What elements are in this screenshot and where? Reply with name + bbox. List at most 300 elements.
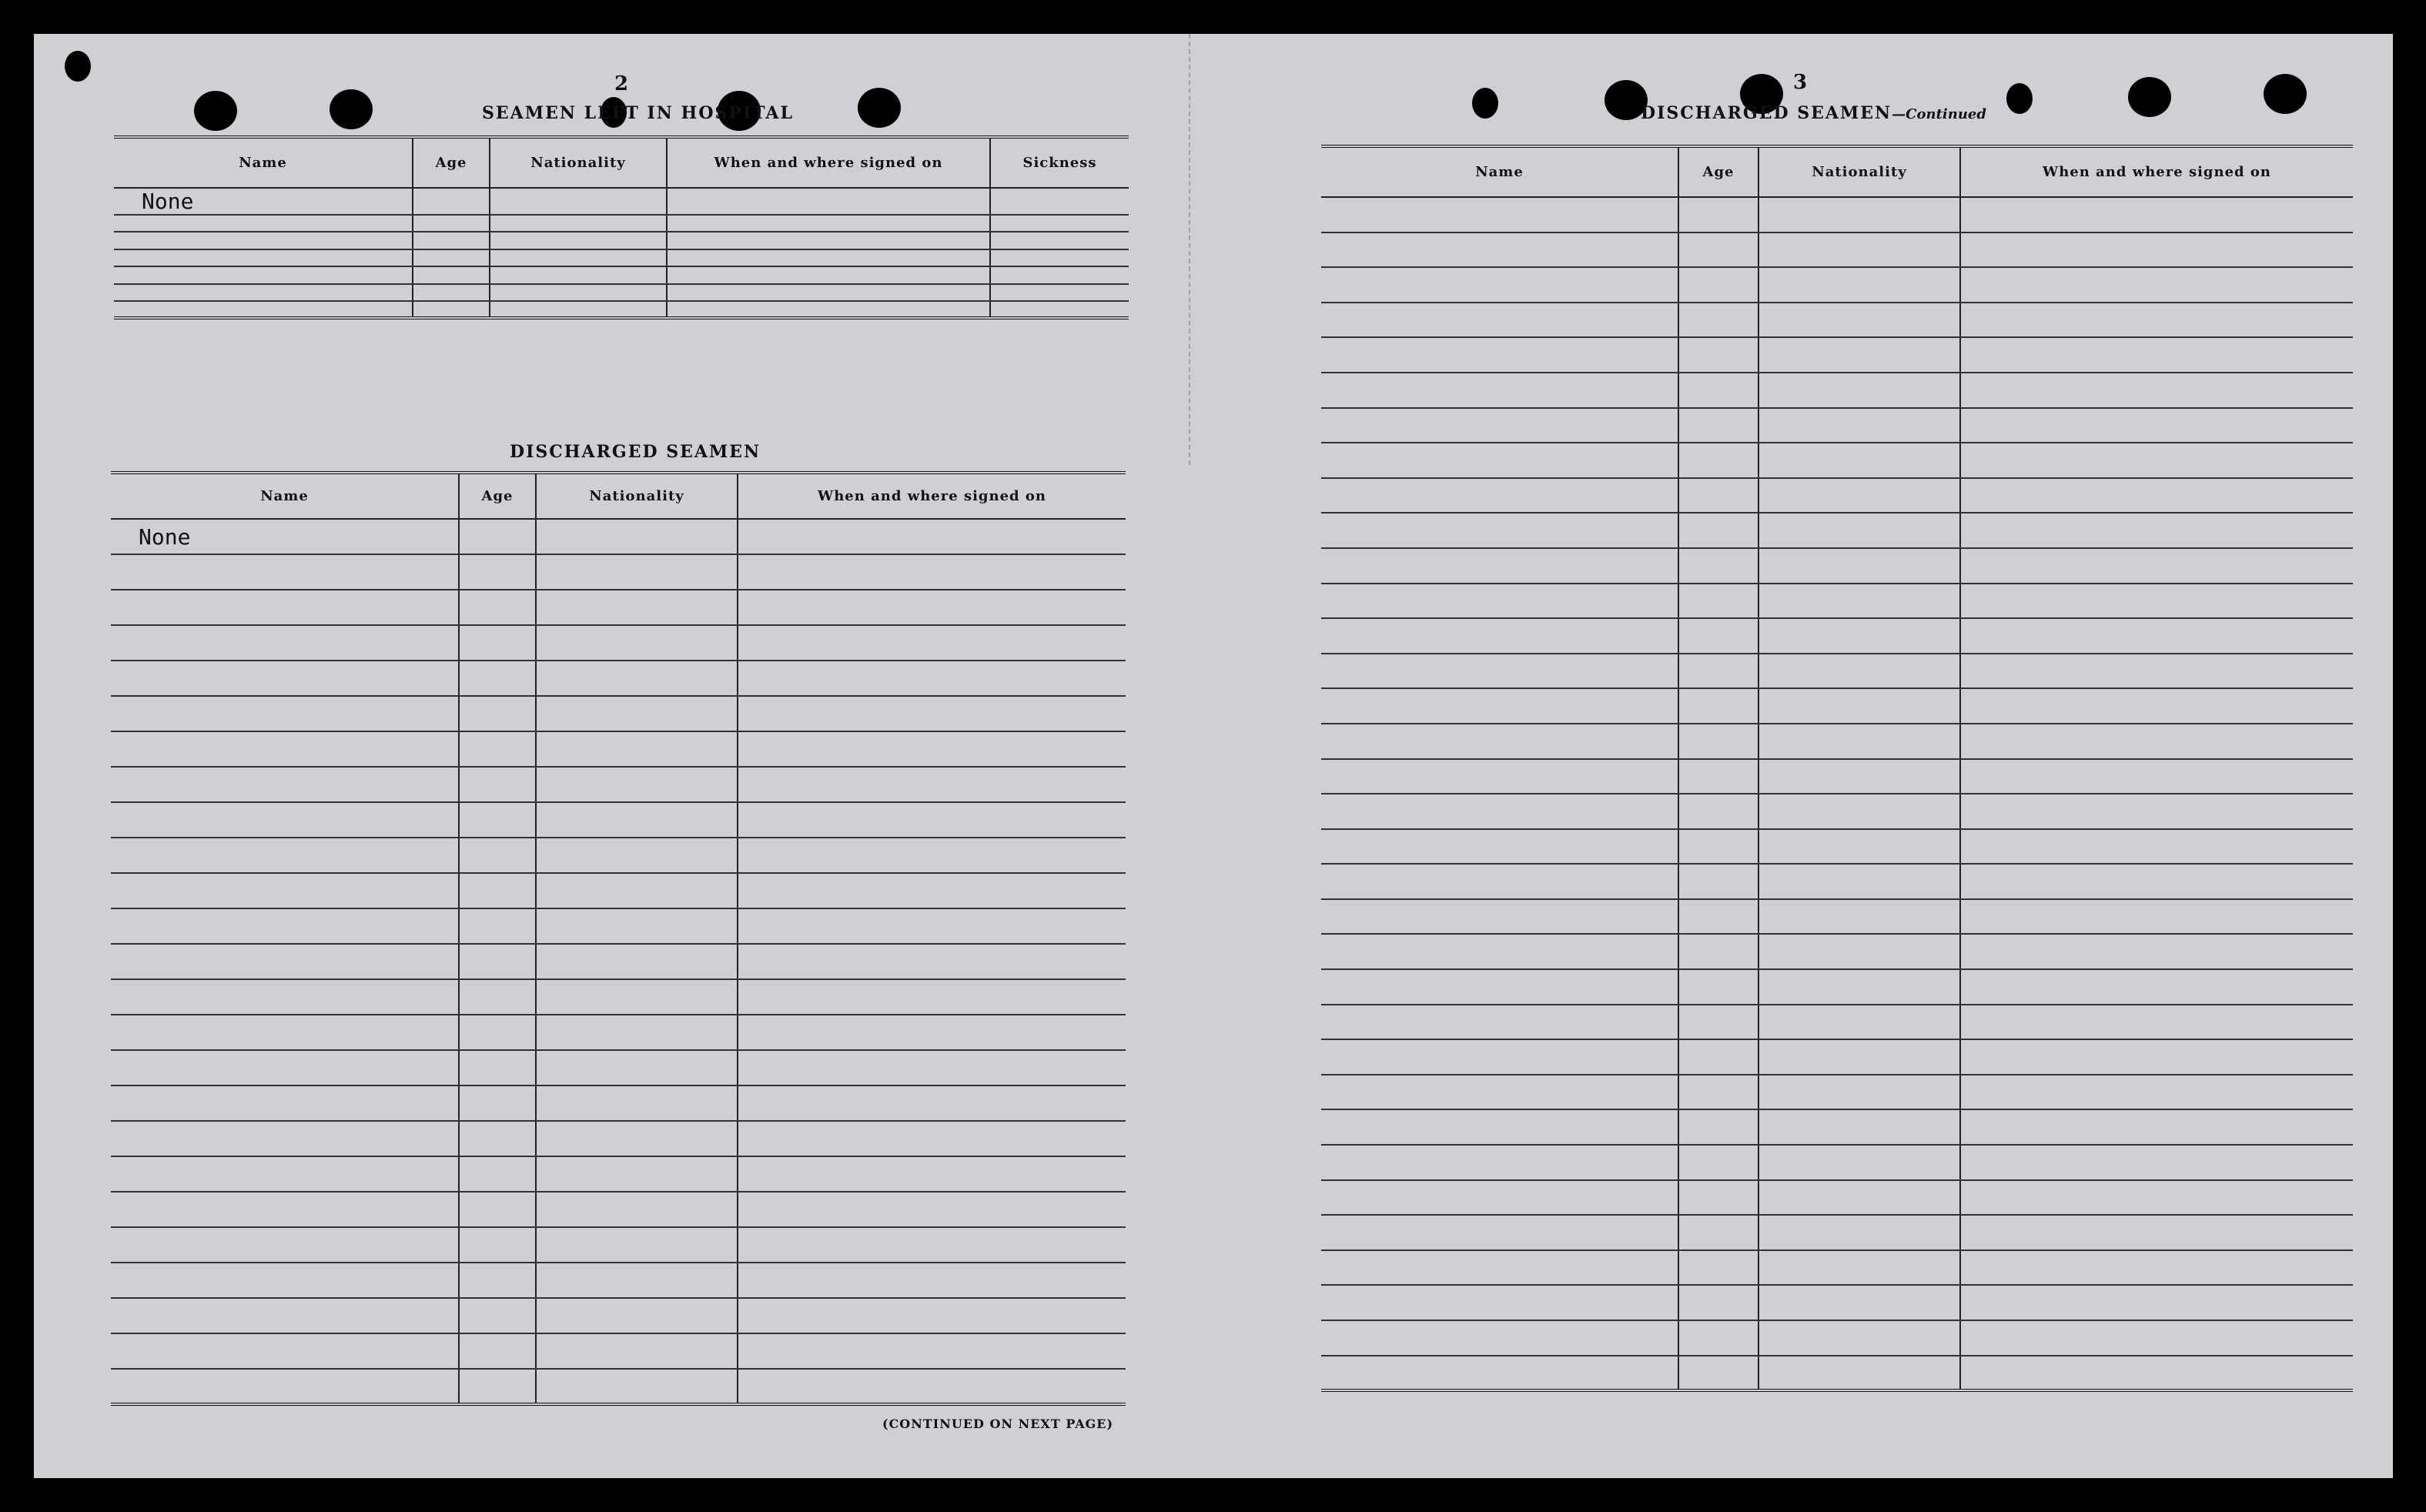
table-row (114, 266, 1129, 283)
table-cell (536, 1298, 738, 1333)
table-cell (1758, 969, 1960, 1005)
table-row (1321, 1145, 2353, 1180)
table-cell (1758, 197, 1960, 232)
table-cell (1321, 1250, 1678, 1286)
table-cell (1758, 1356, 1960, 1391)
table-row (1321, 232, 2353, 268)
table-cell (1678, 1320, 1758, 1356)
table-cell (536, 696, 738, 731)
table-cell (1758, 654, 1960, 689)
column-header-signed-on: When and where signed on (1960, 146, 2353, 197)
table-cell (111, 1263, 459, 1298)
table-cell (459, 838, 536, 873)
table-cell (990, 301, 1129, 318)
table-cell (1678, 1005, 1758, 1040)
table-cell (536, 554, 738, 590)
table-row (1321, 1005, 2353, 1040)
table-cell (111, 802, 459, 838)
table-cell (1678, 1109, 1758, 1145)
table-cell (1960, 794, 2353, 829)
table-row (111, 944, 1126, 979)
table-cell (1678, 829, 1758, 865)
table-row (1321, 759, 2353, 794)
table-cell (1321, 1285, 1678, 1320)
table-cell (111, 873, 459, 908)
table-cell (1960, 197, 2353, 232)
table-cell (1960, 548, 2353, 584)
table-row (1321, 584, 2353, 619)
table-row (114, 188, 1129, 215)
table-cell (536, 1263, 738, 1298)
table-cell (1960, 1285, 2353, 1320)
table-cell (459, 767, 536, 802)
table-cell (413, 284, 490, 301)
table-cell (490, 249, 667, 266)
table-cell (1960, 934, 2353, 969)
table-cell (1678, 584, 1758, 619)
table-cell (1758, 478, 1960, 513)
table-cell (1960, 864, 2353, 899)
table-cell (1758, 267, 1960, 303)
table-cell (1960, 303, 2353, 338)
table-row (111, 1298, 1126, 1333)
table-cell (536, 1227, 738, 1263)
table-cell (1960, 1356, 2353, 1391)
table-cell (111, 1050, 459, 1085)
table-cell (738, 979, 1126, 1015)
table-cell (738, 1263, 1126, 1298)
column-header-name: Name (114, 137, 413, 188)
table-cell (536, 802, 738, 838)
table-cell (1678, 934, 1758, 969)
table-cell (1960, 1005, 2353, 1040)
table-cell (459, 1369, 536, 1404)
table-cell (1321, 1039, 1678, 1075)
table-cell (1678, 864, 1758, 899)
table-cell (1960, 759, 2353, 794)
table-cell (111, 767, 459, 802)
table-row (111, 873, 1126, 908)
table-cell (111, 1227, 459, 1263)
table-cell (536, 590, 738, 625)
table-cell (536, 1156, 738, 1192)
right-page (1220, 34, 2393, 1478)
table-cell (413, 215, 490, 232)
table-cell (1960, 232, 2353, 268)
table-cell (1678, 969, 1758, 1005)
table-row (1321, 864, 2353, 899)
table-cell (1321, 513, 1678, 548)
table-cell (1758, 303, 1960, 338)
table-cell (1678, 1250, 1758, 1286)
hospital-section-title: SEAMEN LEFT IN HOSPITAL (482, 103, 794, 123)
table-row (111, 625, 1126, 661)
table-cell (1758, 1145, 1960, 1180)
table-cell (738, 873, 1126, 908)
table-cell (1321, 1145, 1678, 1180)
table-row (1321, 303, 2353, 338)
table-cell (1758, 1320, 1960, 1356)
table-cell (1758, 408, 1960, 443)
table-cell (1758, 548, 1960, 584)
table-cell (111, 1333, 459, 1369)
table-cell (1678, 688, 1758, 724)
table-cell (738, 1192, 1126, 1227)
table-row (1321, 1250, 2353, 1286)
table-cell (459, 1050, 536, 1085)
table-cell (111, 731, 459, 767)
table-row (1321, 1285, 2353, 1320)
table-cell (459, 731, 536, 767)
table-cell (536, 731, 738, 767)
table-cell (459, 908, 536, 944)
table-cell (1758, 232, 1960, 268)
table-row (1321, 934, 2353, 969)
table-cell (1321, 584, 1678, 619)
table-cell (413, 249, 490, 266)
table-cell (111, 1156, 459, 1192)
table-row (111, 979, 1126, 1015)
table-cell (459, 873, 536, 908)
table-cell (490, 232, 667, 249)
table-cell (111, 625, 459, 661)
table-cell (1758, 618, 1960, 654)
table-row (111, 838, 1126, 873)
table-cell (1960, 618, 2353, 654)
table-cell (1960, 1320, 2353, 1356)
table-cell (536, 519, 738, 554)
table-row (111, 1156, 1126, 1192)
table-cell (1960, 478, 2353, 513)
table-cell (1321, 1180, 1678, 1216)
table-row (111, 1263, 1126, 1298)
title-suffix: —Continued (1892, 106, 1986, 122)
table-row (111, 1015, 1126, 1050)
table-cell (738, 1015, 1126, 1050)
table-cell (990, 284, 1129, 301)
table-cell (1678, 197, 1758, 232)
table-cell (738, 838, 1126, 873)
table-cell (1758, 1250, 1960, 1286)
table-cell (536, 944, 738, 979)
table-row (1321, 654, 2353, 689)
table-cell (459, 1227, 536, 1263)
table-cell (459, 1263, 536, 1298)
table-cell (490, 215, 667, 232)
table-cell (114, 215, 413, 232)
table-cell (1960, 654, 2353, 689)
table-cell (1960, 1145, 2353, 1180)
table-cell (1321, 618, 1678, 654)
table-cell (111, 908, 459, 944)
table-cell (1960, 899, 2353, 935)
table-row (1321, 688, 2353, 724)
table-cell (536, 1121, 738, 1156)
table-cell (111, 1298, 459, 1333)
table-cell (111, 838, 459, 873)
table-cell (738, 908, 1126, 944)
table-cell (667, 215, 990, 232)
table-cell (1321, 303, 1678, 338)
table-row (1321, 829, 2353, 865)
table-cell (738, 767, 1126, 802)
table-row (1321, 899, 2353, 935)
table-cell (536, 661, 738, 696)
table-cell (459, 802, 536, 838)
table-cell (738, 802, 1126, 838)
table-cell (738, 1121, 1126, 1156)
table-cell (1960, 724, 2353, 759)
table-row (1321, 373, 2353, 408)
table-row (111, 519, 1126, 554)
column-header-age: Age (459, 473, 536, 519)
column-header-age: Age (413, 137, 490, 188)
table-row (1321, 478, 2353, 513)
table-cell (1758, 1039, 1960, 1075)
table-cell (1321, 1320, 1678, 1356)
table-row (1321, 969, 2353, 1005)
table-row (1321, 337, 2353, 373)
table-cell (1960, 408, 2353, 443)
table-cell (459, 661, 536, 696)
table-cell (1678, 408, 1758, 443)
table-cell (738, 625, 1126, 661)
page-number: 3 (1793, 71, 1808, 94)
table-cell (1678, 1075, 1758, 1110)
table-row (111, 1227, 1126, 1263)
table-row (1321, 1180, 2353, 1216)
table-cell (1758, 443, 1960, 478)
table-cell (1758, 584, 1960, 619)
table-cell (413, 301, 490, 318)
table-cell (1678, 1285, 1758, 1320)
table-cell (413, 266, 490, 283)
table-cell (1678, 759, 1758, 794)
table-cell (1321, 443, 1678, 478)
table-cell (1321, 548, 1678, 584)
title-text: DISCHARGED SEAMEN (1641, 103, 1892, 123)
table-cell (1960, 513, 2353, 548)
table-row (111, 802, 1126, 838)
table-cell (1321, 794, 1678, 829)
table-cell (738, 554, 1126, 590)
table-cell (1960, 337, 2353, 373)
table-cell (536, 908, 738, 944)
table-cell (1960, 443, 2353, 478)
table-cell (459, 1121, 536, 1156)
table-cell (1321, 724, 1678, 759)
table-cell (1321, 1109, 1678, 1145)
table-cell (536, 1050, 738, 1085)
table-cell (114, 232, 413, 249)
table-cell (990, 188, 1129, 215)
table-row (1321, 1356, 2353, 1391)
table-cell (111, 554, 459, 590)
table-row (114, 232, 1129, 249)
table-cell (738, 1298, 1126, 1333)
table-row (111, 767, 1126, 802)
table-cell (1960, 267, 2353, 303)
table-row (1321, 548, 2353, 584)
table-row (111, 1085, 1126, 1121)
table-cell (1678, 1356, 1758, 1391)
table-cell (1321, 1075, 1678, 1110)
table-cell (1678, 1039, 1758, 1075)
table-row (1321, 267, 2353, 303)
table-cell (1960, 1180, 2353, 1216)
table-cell (1758, 1109, 1960, 1145)
table-row (1321, 197, 2353, 232)
table-cell (490, 266, 667, 283)
table-cell (111, 696, 459, 731)
table-row (111, 908, 1126, 944)
column-header-name: Name (111, 473, 459, 519)
table-cell (738, 1156, 1126, 1192)
table-cell (1758, 829, 1960, 865)
table-row (114, 284, 1129, 301)
table-cell (667, 249, 990, 266)
table-cell (114, 301, 413, 318)
table-cell (1678, 478, 1758, 513)
table-cell (990, 266, 1129, 283)
table-row (1321, 618, 2353, 654)
table-cell (1678, 1180, 1758, 1216)
table-row (1321, 1215, 2353, 1250)
continued-footer: (CONTINUED ON NEXT PAGE) (882, 1417, 1114, 1431)
table-cell (990, 215, 1129, 232)
table-cell (459, 1085, 536, 1121)
table-cell (111, 1192, 459, 1227)
table-cell (738, 1227, 1126, 1263)
table-cell (1678, 303, 1758, 338)
table-row (111, 731, 1126, 767)
table-cell (1960, 829, 2353, 865)
table-cell (536, 979, 738, 1015)
table-cell (1321, 232, 1678, 268)
hospital-table (114, 135, 1129, 319)
discharged-section-title: DISCHARGED SEAMEN (510, 442, 761, 462)
table-cell (459, 1333, 536, 1369)
table-cell (459, 625, 536, 661)
table-cell (1678, 1145, 1758, 1180)
table-cell (1758, 1215, 1960, 1250)
table-row (1321, 443, 2353, 478)
table-cell (459, 590, 536, 625)
table-cell (1758, 934, 1960, 969)
table-cell (1960, 1039, 2353, 1075)
table-cell (536, 625, 738, 661)
table-cell (738, 696, 1126, 731)
table-cell (536, 873, 738, 908)
table-cell (1321, 864, 1678, 899)
table-cell (1321, 759, 1678, 794)
discharged-table (111, 471, 1126, 1406)
left-page (34, 34, 1212, 1478)
table-cell (536, 1333, 738, 1369)
table-cell (459, 979, 536, 1015)
table-cell (536, 1015, 738, 1050)
table-cell (1321, 1215, 1678, 1250)
table-cell (114, 249, 413, 266)
column-header-nationality: Nationality (1758, 146, 1960, 197)
table-cell (1758, 688, 1960, 724)
table-row (1321, 794, 2353, 829)
table-cell (667, 301, 990, 318)
table-cell (1678, 443, 1758, 478)
table-cell (1321, 654, 1678, 689)
table-cell (459, 1192, 536, 1227)
column-header-signed-on: When and where signed on (738, 473, 1126, 519)
table-cell (1960, 1109, 2353, 1145)
table-cell (413, 188, 490, 215)
table-cell (1678, 373, 1758, 408)
page-number: 2 (614, 72, 629, 95)
table-row (1321, 1039, 2353, 1075)
column-header-signed-on: When and where signed on (667, 137, 990, 188)
table-cell (536, 767, 738, 802)
column-header-sickness: Sickness (990, 137, 1129, 188)
table-cell (1321, 197, 1678, 232)
table-row (1321, 1075, 2353, 1110)
table-row (114, 249, 1129, 266)
column-header-name: Name (1321, 146, 1678, 197)
table-cell (1321, 1356, 1678, 1391)
table-cell (1758, 759, 1960, 794)
table-row (111, 1333, 1126, 1369)
table-cell (1758, 899, 1960, 935)
table-cell (1678, 337, 1758, 373)
table-cell (1960, 584, 2353, 619)
table-cell (1758, 724, 1960, 759)
table-cell (111, 590, 459, 625)
table-cell (459, 554, 536, 590)
table-cell (738, 1085, 1126, 1121)
table-cell (536, 838, 738, 873)
table-cell (667, 266, 990, 283)
table-cell (111, 1121, 459, 1156)
table-row (111, 1369, 1126, 1404)
table-row (1321, 1109, 2353, 1145)
table-cell (1321, 934, 1678, 969)
table-cell (1678, 794, 1758, 829)
table-cell (114, 266, 413, 283)
table-cell (111, 661, 459, 696)
table-cell (459, 1156, 536, 1192)
table-cell (1678, 899, 1758, 935)
table-cell: None (114, 188, 413, 215)
table-cell (738, 519, 1126, 554)
table-cell (1678, 618, 1758, 654)
table-cell (111, 1015, 459, 1050)
table-cell (1321, 829, 1678, 865)
table-cell (536, 1192, 738, 1227)
table-cell (738, 1369, 1126, 1404)
table-cell (1960, 373, 2353, 408)
column-header-nationality: Nationality (536, 473, 738, 519)
table-row (114, 215, 1129, 232)
table-cell (1678, 548, 1758, 584)
table-cell (1758, 1180, 1960, 1216)
table-cell (667, 232, 990, 249)
table-cell (1678, 1215, 1758, 1250)
table-cell (990, 232, 1129, 249)
table-cell (459, 519, 536, 554)
table-cell (1960, 1075, 2353, 1110)
table-cell (738, 1050, 1126, 1085)
table-cell (1960, 969, 2353, 1005)
table-cell (1321, 688, 1678, 724)
table-cell (738, 661, 1126, 696)
